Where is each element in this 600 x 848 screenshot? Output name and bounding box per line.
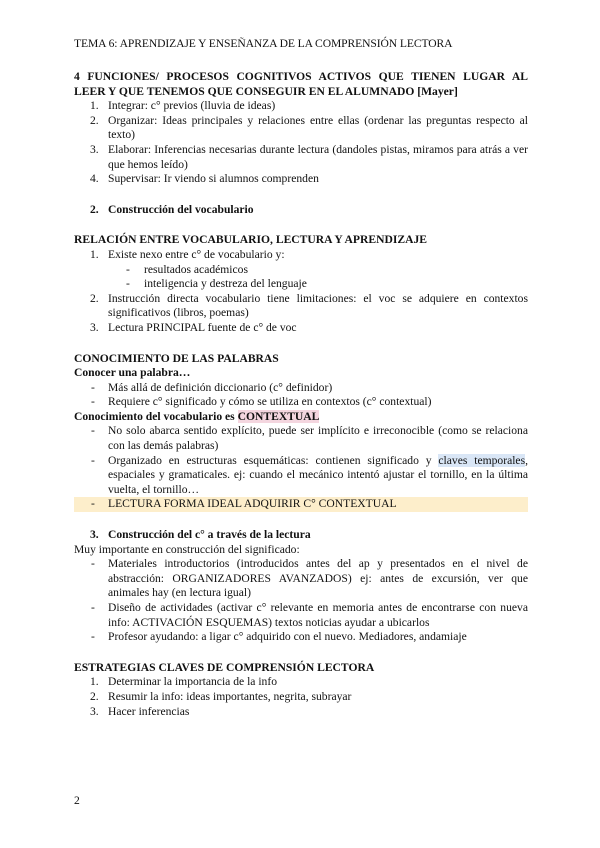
section-heading-estrategias: ESTRATEGIAS CLAVES DE COMPRENSIÓN LECTORA [74,660,375,674]
list-item-text: , espaciales y gramaticales. ej: cuando el mecánico intentó ajustar el tornillo, en la última vuelta, el tornillo… [108,453,528,496]
page-header: TEMA 6: APRENDIZAJE Y ENSEÑANZA DE LA COMPRENSIÓN LECTORA [74,37,453,50]
list-item-text: Lectura PRINCIPAL fuente de c° de voc [108,320,297,334]
list-item [74,143,528,172]
list-number: 3. [90,528,99,542]
subsection-title: Construcción del vocabulario [108,202,254,216]
list-item [74,424,528,453]
dash-bullet: - [91,453,95,467]
dash-bullet: - [91,395,95,409]
section-heading-funciones-line2: LEER Y QUE TENEMOS QUE CONSEGUIR EN EL ALUMNADO [Mayer] [74,84,458,98]
section-heading-conocimiento: CONOCIMIENTO DE LAS PALABRAS [74,351,279,365]
list-item-text: Supervisar: Ir viendo si alumnos comprenden [108,172,319,186]
list-item [74,203,528,218]
estrategias-list [74,675,528,719]
dash-bullet: - [91,497,95,511]
list-number: 3. [90,142,99,156]
subheading-conocer-palabra: Conocer una palabra… [74,366,191,380]
list-item [74,321,528,336]
subsection-construccion-vocabulario [74,203,528,218]
highlighted-text: CONTEXTUAL [237,409,320,423]
list-item-text: Existe nexo entre c° de vocabulario y: [108,247,285,261]
list-item [74,395,528,410]
list-item-text: Determinar la importancia de la info [108,675,278,689]
dash-bullet: - [91,601,95,614]
list-number: 4. [90,172,99,186]
list-item [74,454,528,498]
list-item [74,557,528,601]
list-item [74,172,528,187]
highlighted-text: claves temporales [438,453,526,467]
list-number: 2. [90,113,99,127]
list-number: 2. [90,291,99,305]
dash-bullet: - [91,380,95,394]
section-heading-relacion: RELACIÓN ENTRE VOCABULARIO, LECTURA Y APRENDIZAJE [74,233,428,247]
list-number: 1. [90,99,99,113]
dash-bullet: - [126,262,130,276]
dash-bullet: - [126,277,130,291]
list-number: 1. [90,247,99,261]
list-item-text: Organizar: Ideas principales y relaciones entre ellas (ordenar las preguntas respecto al texto) [108,113,528,142]
section-heading-funciones-line1: 4 FUNCIONES/ PROCESOS COGNITIVOS ACTIVOS QUE TIENEN LUGAR AL [74,70,528,83]
list-item [74,528,528,543]
list-number: 2. [90,202,99,216]
subsection-title: Construcción del c° a través de la lectura [108,528,311,542]
subheading-text: Conocimiento del vocabulario es [74,409,238,423]
list-item-text: Diseño de actividades (activar c° relevante en memoria antes de encontrarse con nueva info: ACTIVACIÓN ESQUEMAS) textos noticias ayudar a ubicarlos [108,601,528,629]
list-item-text: Más allá de definición diccionario (c° definidor) [108,380,333,394]
list-number: 3. [90,320,99,334]
page-content [74,70,528,719]
list-item [74,690,528,705]
relacion-sublist [74,263,528,292]
list-item-text: Resumir la info: ideas importantes, negrita, subrayar [108,689,352,703]
list-item-highlighted [74,497,528,512]
list-item-text: Requiere c° significado y cómo se utiliza en contextos (c° contextual) [108,395,432,409]
list-item-text: Hacer inferencias [108,704,190,718]
list-item-text: Instrucción directa vocabulario tiene limitaciones: el voc se adquiere en contextos significativos (libros, poemas) [108,291,528,320]
list-item [74,292,528,321]
subsection-construccion-lectura [74,528,528,543]
page-number: 2 [74,794,80,807]
list-item [74,601,528,630]
list-item [74,114,528,143]
dash-bullet: - [91,424,95,438]
list-item-text: resultados académicos [144,262,248,276]
construccion-lectura-list [74,557,528,645]
conocimiento-vocabulario-list [74,424,528,512]
conocer-list [74,381,528,410]
relacion-list [74,248,528,263]
list-item-text: Organizado en estructuras esquemáticas: contienen significado y [108,453,439,467]
list-item [74,99,528,114]
list-number: 2. [90,689,99,703]
list-item [74,381,528,396]
list-item-text: inteligencia y destreza del lenguaje [144,277,307,291]
list-number: 1. [90,675,99,689]
relacion-list-continued [74,292,528,336]
list-item-text: No solo abarca sentido explícito, puede ser implícito e irreconocible (como se relaciona con las demás palabras) [108,424,528,453]
list-number: 3. [90,704,99,718]
list-item-text: Elaborar: Inferencias necesarias durante lectura (dandoles pistas, miramos para atrás a ver que hemos leído) [108,142,528,171]
list-item-text: Integrar: c° previos (lluvia de ideas) [108,99,276,113]
dash-bullet: - [91,557,95,571]
list-item-text: Materiales introductorios (introducidos antes del ap y presentados en el nivel de abstracción: ORGANIZADORES AVANZADOS) ej: antes de excursión, ver que animales hay (en lectura igual) [108,557,528,600]
list-item-text: LECTURA FORMA IDEAL ADQUIRIR C° CONTEXTUAL [108,497,397,511]
list-item [74,248,528,263]
list-item [74,630,528,645]
list-item [74,675,528,690]
subheading-conocimiento-vocabulario [74,410,528,425]
list-item [74,277,528,292]
list-item-text: Profesor ayudando: a ligar c° adquirido con el nuevo. Mediadores, andamiaje [108,630,467,644]
construccion-intro: Muy importante en construcción del significado: [74,542,300,556]
list-item [74,705,528,720]
dash-bullet: - [91,630,95,644]
funciones-list [74,99,528,187]
list-item [74,263,528,278]
